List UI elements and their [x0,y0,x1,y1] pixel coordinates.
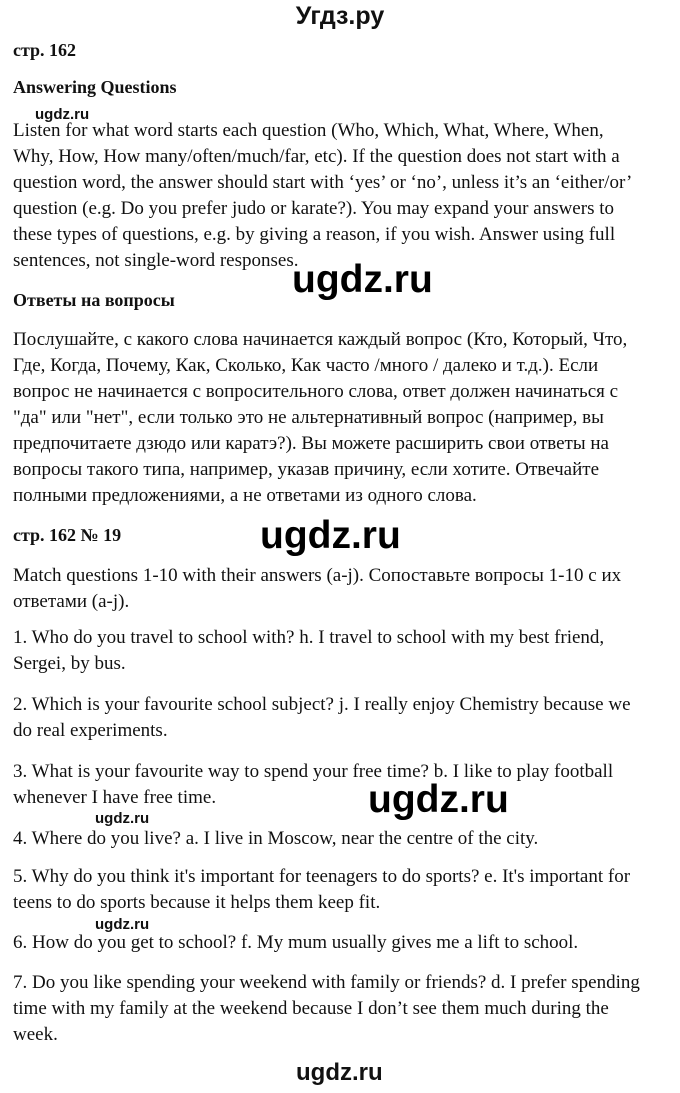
page-reference: стр. 162 [13,40,77,60]
section-title-en: Answering Questions [13,77,177,97]
answer-item-3: 3. What is your favourite way to spend your free time? b. I like to play football whenever I have free time. [13,761,614,808]
footer-watermark: ugdz.ru [296,1059,383,1086]
watermark-large: ugdz.ru [292,258,433,301]
answer-item-5: 5. Why do you think it's important for teenagers to do sports? e. It's important for teens to do sports because it helps them keep fit. [13,866,631,913]
exercise-instruction: Match questions 1-10 with their answers (a-j). Сопоставьте вопросы 1-10 с их ответами (a-j). [13,565,622,612]
watermark-large: ugdz.ru [368,778,509,821]
watermark: ugdz.ru [95,916,150,933]
paragraph-en: Listen for what word starts each question (Who, Which, What, Where, When, Why, How, How many/often/much/far, etc). If the question does not start with a question word, the answer should start with ‘yes’ or ‘no’, unless it’s an ‘either/or’ question (e.g. Do you prefer judo or karate?). You may expand your answers to these types of questions, e.g. by giving a reason, if you wish. Answer using full sentences, not single-word responses. [13,120,633,271]
watermark: ugdz.ru [35,106,90,123]
section-title-ru: Ответы на вопросы [13,290,175,310]
answer-item-1: 1. Who do you travel to school with? h. I travel to school with my best friend, Sergei, by bus. [13,627,605,674]
answer-item-2: 2. Which is your favourite school subject? j. I really enjoy Chemistry because we do real experiments. [13,694,631,741]
watermark-large: ugdz.ru [260,514,401,557]
exercise-reference: стр. 162 № 19 [13,525,122,545]
answer-item-7: 7. Do you like spending your weekend with family or friends? d. I prefer spending time with my family at the weekend because I don’t see them much during the week. [13,972,640,1045]
answer-item-6: 6. How do you get to school? f. My mum usually gives me a lift to school. [13,932,579,953]
watermark: ugdz.ru [95,810,150,827]
paragraph-ru: Послушайте, с какого слова начинается каждый вопрос (Кто, Который, Что, Где, Когда, Почему, Как, Сколько, Как часто /много / далеко и т.д.). Если вопрос не начинается с вопросительного слова, ответ должен начинаться с "да" или "нет", если только это не альтернативный вопрос (например, вы предпочитаете дзюдо или каратэ?). Вы можете расширить свои ответы на вопросы такого типа, например, указав причину, если хотите. Отвечайте полными предложениями, а не ответами из одного слова. [13,329,628,506]
site-title: Угдз.ру [295,2,385,30]
answer-item-4: 4. Where do you live? a. I live in Moscow, near the centre of the city. [13,828,539,849]
